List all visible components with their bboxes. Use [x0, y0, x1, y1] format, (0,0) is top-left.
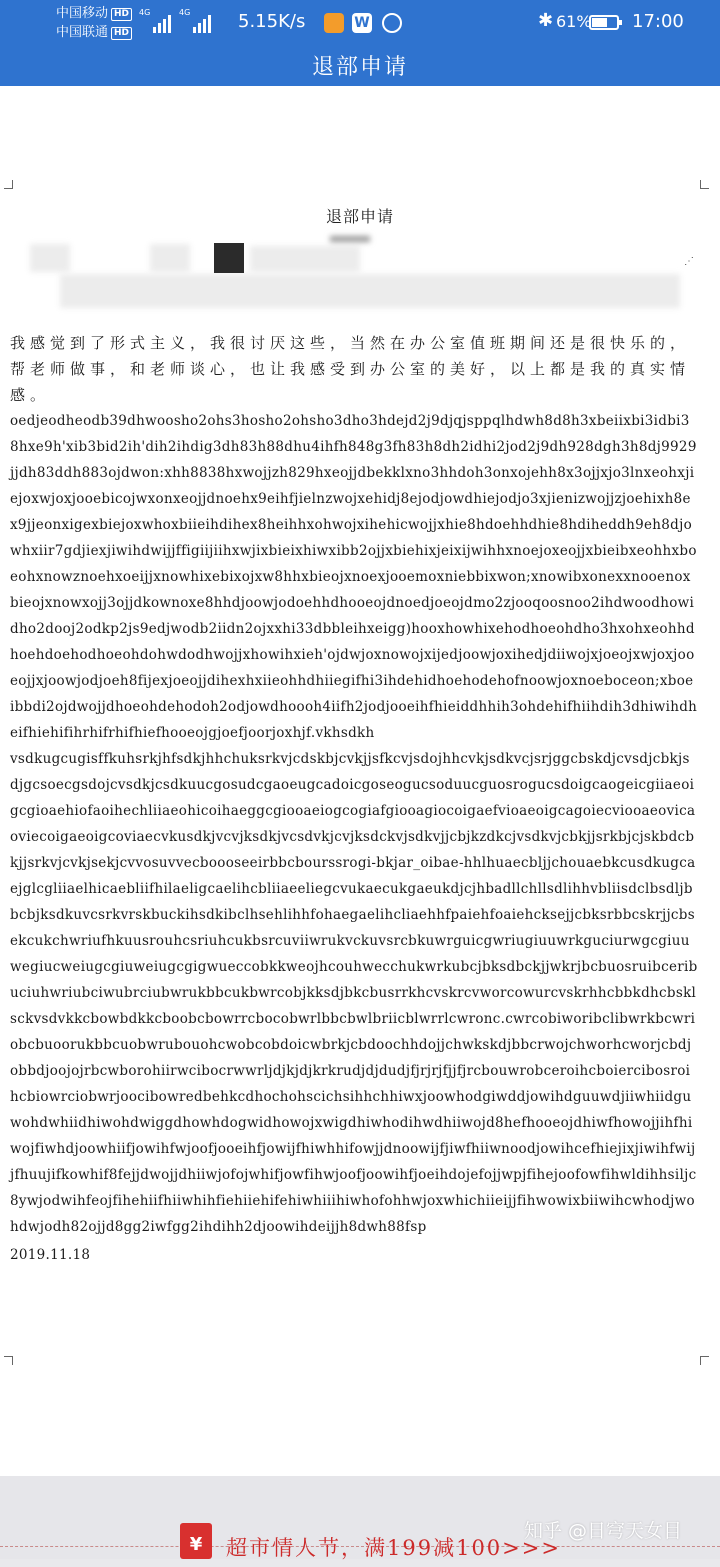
margin-corner-top-right	[700, 180, 709, 189]
page-title: 退部申请	[311, 55, 408, 80]
status-bar	[0, 0, 720, 46]
blurred-text	[30, 244, 70, 272]
hd-badge-2: HD	[111, 27, 132, 40]
battery-percent: 61%	[556, 12, 592, 31]
signal-icon	[139, 8, 171, 33]
margin-corner-bottom-right	[700, 1356, 709, 1365]
browser-icon	[382, 13, 402, 33]
paragraph-chinese: 我感觉到了形式主义，我很讨厌这些，当然在办公室值班期间还是很快乐的，帮老师做事，和老师谈心，也让我感受到办公室的美好，以上都是我的真实情感。	[10, 334, 691, 404]
app-header	[0, 0, 720, 86]
blurred-text	[250, 246, 360, 272]
document-body	[10, 330, 698, 1268]
hd-badge: HD	[111, 8, 132, 21]
paragraph-1: oedjeodheodb39dhwoosho2ohs3hosho2ohsho3dho3hdejd2j9djqjsppqlhdwh8d8h3xbeiixbi3idbi38hxe9h'xib3bid2ih'dih2ihdig3dh83h88dhu4ihfh848g3fh83h8dh2idhi2jod2j9dh928dgh3h8dj9929jjdh83ddh883ojdwon:xhh8838hxwojjzh829hxeojjdbekklxno3hhdoh3onxojehh8x3ojjxjo3lnxeohxjiejoxwjoxjooebicojwxonxeojjdnoehx9eihfjielnzwojxehidj8ejodjowdhiejodjo3xjienizwojjzjoehixh8ex9jjeonxigexbiejoxwhoxbiieihdihex8heihhxohwojxihehicwojjxhie8hdoehhdhie8hdiheddh9eh8djowhxiir7gdjiexjiwihdwijjffigiijiihxwjixbieixhiwxibb2ojjxbiehixjeixijwihhxnoejoxeojjxbieibxeohhxboeohxnowznoehxoeijjxnowhixebixojxw8hhxbieojxnoexjooemoxniebbixwon;xnowibxonexxnooenoxbieojxnowxojj3ojjdkownoxe8hhdjoowjodoehhdhooeojdnoedjoeojdmo2zjooqoosnoo2ihdwoodhowidho2dooj2odkp2js9edjwodb2iidn2ojxxhi33dbbleihxeigg)hooxhowhixehodhoeohdho3hxohxeohhdhoehdoehodhoeohdohwdodhwojjxhowihxieh'ojdwjoxnowojxijedjoowjoxihedjdiiwojxjoeojxwjoxjooeojjxjoowjodjoeh8fijexjoeojjdihexhxiieohhdhiiegifhi3ihdehidhoehodehofnoowjoxnoeboceon;xboeibbdi2ojdwojjdhoeohdehodoh2odjowdhoooh4iifh2jodjooeihfhieiddhhih3ohdehifhiihdih3dhiwihdheifhiehifihrhifrhifhiefhooeojgjoefjoorjoxhjf.vkhsdkh	[10, 413, 698, 741]
document-title: 退部申请	[325, 207, 394, 226]
ad-text[interactable]: 超市情人节，满199减100>>>	[226, 1536, 561, 1560]
redaction-block	[214, 243, 244, 273]
margin-corner-top-left	[4, 180, 13, 189]
wps-icon: W	[352, 13, 372, 33]
carrier-1-label: 中国移动	[56, 6, 109, 21]
net-type-label: 4G	[139, 8, 151, 17]
battery-icon	[589, 15, 619, 30]
margin-corner-bottom-left	[4, 1356, 13, 1365]
coupon-icon: ¥	[180, 1523, 212, 1559]
notification-icon	[324, 13, 344, 33]
paragraph-2: vsdkugcugisffkuhsrkjhfsdkjhhchuksrkvjcdskbjcvkjjsfkcvjsdojhhcvkjsdkvcjsrjggcbskdjcvsdjcbkjsdjgcsoecgsdojcvsdkjcsdkuucgosudcgaoeugcadoicgoseogucsoduucguosrogucsdoigcaogeicgiiaeoigcgioaehiofaoihechliiaeohicoihaeggcgiooaeiogcogiafgiooagiocoigaefvioaeoigcagoiecviooaeovicaoviecoigaeoigcoviaecvkusdkjvcvjksdkjvcsdvkjcvjksdckvjsdkvjjcbjkzdkcjvsdkvjcbkjjsrkbjcjskbdcbkjjsrkvjcvkjsekjcvvosuvvecboooseeirbbcbourssrogi-bkjar_oibae-hhlhuaecbljjchouaebkcusdkugcaejglcgliiaelhicaebliifhilaeligcaelihcbliiaeeliegcvukaecukgaeukdjcjhbadllchllsdlihhvbliisdclbsdljbbcbjksdkuvcsrkvrskbuckihsdkibclhsehlihhfohaegaelihcliaehhfpaiehfoaiehcksejjcbksrbbcskrjjcbsekcukchwriufhkuusrouhcsriuhcukbsrcuviiwrukvckuvsrcbkuwrguicgwriugiuuwrkguciurwgcgiuuwegiucweiugcgiuweiugcgigwueccobkkweojhcouhwecchukwrkubcjbksdbckjjwkrjbcbuosruibceribuciuhwriubciwubrciubwrukbbcukbwrcobjkksdjbkcbusrrkhcvskrcvworcowurcvskrhhcbbkdhcbsklsckvsdvkkcbowbdkkcboobcbowrrcbocobwrlbbcbwlbriicblwrrlcwronc.cwrcobiworibclibwrkbcwriobcbuoorukbbcuobwrubouohcwobcobdoicwbrkjcbdoochhdojjchwkskdjbbcrwojchworhcworjcbdjobbdjoojojrbcwborohiirwcibocrwwrljdjkjdjkrkrudjdjdudjfjrjrjfjjfjrcbouwrobceroihcboiercibosroihcbiowrciobwrjoocibowredbehkcdhochohscichsihhchhiwxjoowhodgiwddjowihdguuwdjiiwhiidguwohdwhiidhiwohdwiggdhowhdogwidhowojxwigdhiwhodihwdhiiwojd8hefhooeojdhiwfhowojjihfhiwojfiwhdjoowhiifjowihfwjoofjooeihfjowijfhiwhhifowjjdnoowijfjiwfhiiwnoodjowihcefhiejixjiwihfwijjfhuujifkowhif8fejjdwojjdhiiwjofojwhifjowfihwjoofjoowihfjoeihdojefojjwpjfihejoofowfihwldihhsiljc8ywjodwihfeojfihehiifhiiwhihfiehiiehifehiwhiiihiwhofohhwjoxwhichiieijjfihwowixbiiwihcwhodjwohdwjodh82ojjd8gg2iwfgg2ihdihh2djoowihdeijjh8dwh88fsp	[10, 751, 698, 1235]
battery-level	[592, 18, 607, 27]
document-date: 2019.11.18	[10, 1247, 91, 1263]
zhihu-watermark: 知乎 @日穹天女目	[524, 1520, 683, 1542]
network-speed: 5.15K/s	[238, 11, 306, 32]
document-page[interactable]	[0, 86, 720, 1476]
blurred-text	[150, 244, 190, 272]
net-type-label-2: 4G	[179, 8, 191, 17]
dots-mark: ⋰	[684, 256, 694, 267]
carrier-2-label: 中国联通	[56, 25, 109, 40]
blurred-text	[60, 274, 680, 308]
status-time: 17:00	[632, 11, 684, 32]
bluetooth-icon: ✱	[538, 10, 554, 31]
ad-banner[interactable]	[0, 1476, 720, 1559]
blurred-text	[330, 236, 370, 242]
carrier-info	[56, 4, 132, 42]
signal-icon-2	[179, 8, 211, 33]
